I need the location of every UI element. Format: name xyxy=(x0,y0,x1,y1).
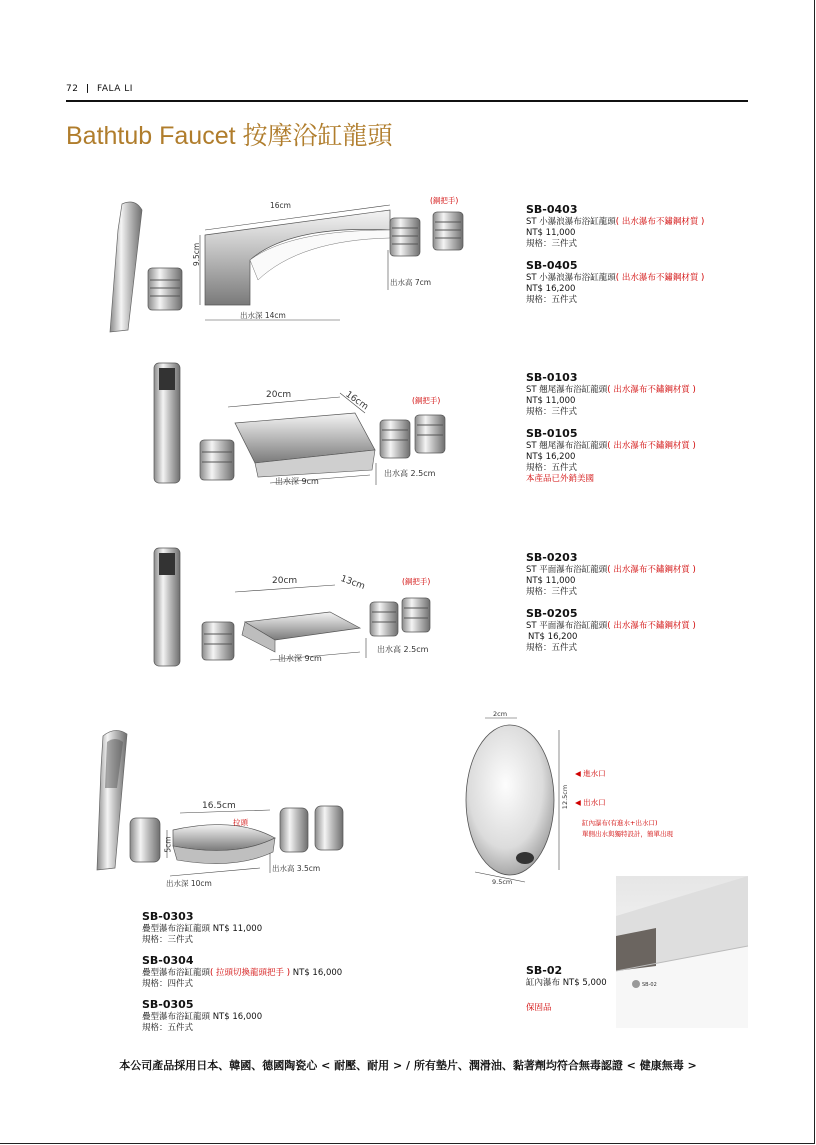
feature-note-2: 單側出水與獨特設計，簡單出現 xyxy=(582,830,673,838)
product-name: ST 翹尾瀑布浴缸龍頭 xyxy=(526,385,608,395)
product-name: ST 平面瀑布浴缸龍頭 xyxy=(526,621,608,631)
handle-note-p1: (銅把手) xyxy=(430,196,459,205)
product-sb0203 xyxy=(526,551,746,598)
dim-width-p4: 16.5cm xyxy=(202,801,236,811)
spec: 規格：五件式 xyxy=(526,643,578,653)
export-note: 本產品已外銷美國 xyxy=(526,474,595,484)
dim-bottom-p5: 9.5cm xyxy=(492,878,513,886)
spec: 規格：五件式 xyxy=(142,1023,194,1033)
product-sb02 xyxy=(526,964,614,1014)
product-sb0103 xyxy=(526,371,746,418)
dim-depth-p4: 出水深 10cm xyxy=(166,879,212,888)
product-name: ST 翹尾瀑布浴缸龍頭 xyxy=(526,441,608,451)
handle-note-p2: (銅把手) xyxy=(412,396,441,405)
inlet-text: 進水口 xyxy=(583,769,606,778)
dim-outlet-height-p4: 出水高 3.5cm xyxy=(272,864,321,873)
header-rule xyxy=(66,100,748,102)
dim-outlet-height-p2: 出水高 2.5cm xyxy=(384,469,436,478)
inlet-label: ◀ 進水口 xyxy=(575,769,606,778)
product-name: ST 小瀑浪瀑布浴缸龍頭 xyxy=(526,273,616,283)
product-code: SB-0403 xyxy=(526,203,578,216)
dim-depth-cm-p2: 16cm xyxy=(343,389,370,413)
spec: 規格：四件式 xyxy=(142,979,194,989)
dim-height-p1: 9.5cm xyxy=(192,242,202,267)
dim-outlet-height-p3: 出水高 2.5cm xyxy=(377,645,429,654)
material-note: ( 出水瀑布不鏽鋼材質 ) xyxy=(607,621,696,631)
spec: 規格：三件式 xyxy=(142,935,194,945)
product-sb0205 xyxy=(526,607,746,654)
product-sb0304 xyxy=(142,954,472,990)
product-sb0105 xyxy=(526,427,746,485)
product-name: ST 小瀑浪瀑布浴缸龍頭 xyxy=(526,217,616,227)
brand-name: FALA LI xyxy=(97,84,133,94)
dim-depth-p1: 出水深 14cm xyxy=(240,311,286,320)
spec: 規格：三件式 xyxy=(526,407,578,417)
pull-head-note: 拉頭 xyxy=(233,818,248,827)
dim-depth-p2: 出水深 9cm xyxy=(275,477,319,486)
dim-depth-cm-p3: 13cm xyxy=(339,573,367,593)
spec: 規格：五件式 xyxy=(526,463,578,473)
pull-note: ( 拉頭切換龍頭把手 ) xyxy=(210,968,291,978)
price: NT$ 11,000 xyxy=(526,228,576,238)
price: NT$ 11,000 xyxy=(526,396,576,406)
product-name: 疊型瀑布浴缸龍頭 xyxy=(142,968,211,978)
dim-top-p5: 2cm xyxy=(493,710,508,718)
material-note: ( 出水瀑布不鏽鋼材質 ) xyxy=(607,385,696,395)
product-code: SB-0105 xyxy=(526,427,578,440)
dim-width-p2: 20cm xyxy=(266,390,292,400)
material-note: ( 出水瀑布不鏽鋼材質 ) xyxy=(615,217,705,227)
product-sb0303 xyxy=(142,910,472,946)
material-note: ( 出水瀑布不鏽鋼材質 ) xyxy=(607,441,696,451)
product-line: 疊型瀑布浴缸龍頭 NT$ 16,000 xyxy=(142,1012,263,1022)
product-code: SB-0303 xyxy=(142,910,194,923)
spec: 規格：五件式 xyxy=(526,295,578,305)
product-code: SB-0305 xyxy=(142,998,194,1011)
product-code: SB-0203 xyxy=(526,551,578,564)
bathtub-photo xyxy=(616,876,748,1028)
warranty-note: 保固品 xyxy=(526,1003,552,1013)
price: NT$ 16,000 xyxy=(292,968,343,978)
price: NT$ 11,000 xyxy=(526,576,576,586)
header-separator: | xyxy=(85,84,90,94)
product-image-sb02 xyxy=(455,700,575,885)
product-code: SB-0304 xyxy=(142,954,194,967)
page-number: 72 xyxy=(66,84,79,94)
material-note: ( 出水瀑布不鏽鋼材質 ) xyxy=(607,565,696,575)
product-code: SB-0205 xyxy=(526,607,578,620)
dim-outlet-height-p1: 出水高 7cm xyxy=(390,278,432,287)
product-name: ST 平面瀑布浴缸龍頭 xyxy=(526,565,608,575)
product-code: SB-0103 xyxy=(526,371,578,384)
spec: 規格：三件式 xyxy=(526,239,578,249)
dim-depth-p3: 出水深 9cm xyxy=(278,654,322,663)
page-header xyxy=(66,84,133,94)
product-line: 疊型瀑布浴缸龍頭 NT$ 11,000 xyxy=(142,924,263,934)
price: NT$ 16,200 xyxy=(528,632,578,642)
material-note: ( 出水瀑布不鏽鋼材質 ) xyxy=(615,273,705,283)
price: NT$ 16,200 xyxy=(526,452,576,462)
footer-note: 本公司產品採用日本、韓國、德國陶瓷心 < 耐壓、耐用 > / 所有墊片、潤滑油、黏著劑均符合無毒認證 < 健康無毒 > xyxy=(119,1059,697,1072)
price: NT$ 16,200 xyxy=(526,284,576,294)
product-code: SB-02 xyxy=(526,964,563,977)
product-image-sb0403 xyxy=(100,190,490,340)
dim-width-p3: 20cm xyxy=(272,576,298,586)
bathtub-illustration xyxy=(616,876,748,1028)
dim-width-p1: 16cm xyxy=(270,201,291,210)
product-sb0405 xyxy=(526,259,746,306)
photo-label: SB-02 xyxy=(642,982,657,988)
dim-height-p4: 5cm xyxy=(163,836,173,853)
spec: 規格：三件式 xyxy=(526,587,578,597)
product-line: 缸內瀑布 NT$ 5,000 xyxy=(526,978,607,988)
page-title: Bathtub Faucet 按摩浴缸龍頭 xyxy=(66,122,393,150)
product-sb0305 xyxy=(142,998,472,1034)
feature-note-1: 缸內瀑布(有進水+出水口) xyxy=(582,819,658,827)
dim-height-p5: 12.5cm xyxy=(561,784,570,810)
product-sb0403 xyxy=(526,203,746,250)
outlet-text: 出水口 xyxy=(583,798,606,807)
outlet-label: ◀ 出水口 xyxy=(575,798,606,807)
handle-note-p3: (銅把手) xyxy=(402,577,431,586)
product-code: SB-0405 xyxy=(526,259,578,272)
